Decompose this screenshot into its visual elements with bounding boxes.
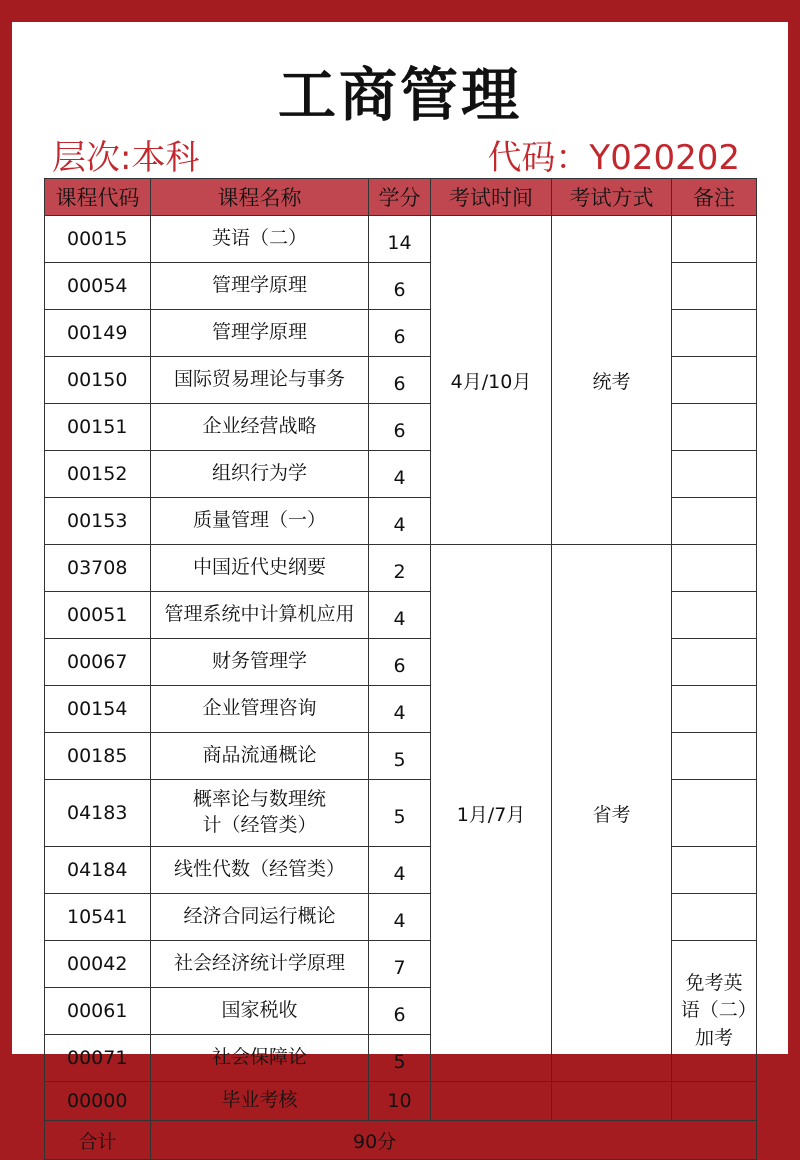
note-cell [672,592,757,639]
course-credit: 4 [369,894,431,941]
course-name: 经济合同运行概论 [151,894,369,941]
course-code: 00015 [45,216,151,263]
exam-method-group1: 统考 [552,216,672,545]
exam-time-empty [431,1082,552,1121]
table-row [45,1082,757,1121]
course-code: 04183 [45,780,151,847]
note-cell [672,404,757,451]
course-credit: 14 [369,216,431,263]
course-code: 10541 [45,894,151,941]
course-name: 英语（二） [151,216,369,263]
note-cell [672,357,757,404]
course-credit: 6 [369,404,431,451]
header-note: 备注 [672,179,757,216]
header-exam-time: 考试时间 [431,179,552,216]
total-value: 90分 [151,1121,757,1160]
note-cell [672,451,757,498]
course-credit: 4 [369,592,431,639]
exam-time-group2: 1月/7月 [431,545,552,1082]
course-code: 00152 [45,451,151,498]
page [12,22,788,1153]
course-name: 概率论与数理统计（经管类） [151,780,369,847]
course-credit: 4 [369,686,431,733]
course-name: 线性代数（经管类） [151,847,369,894]
course-credit: 2 [369,545,431,592]
course-name: 国家税收 [151,988,369,1035]
course-name: 社会保障论 [151,1035,369,1082]
course-code: 00149 [45,310,151,357]
course-credit: 5 [369,780,431,847]
course-name: 企业管理咨询 [151,686,369,733]
course-name: 企业经营战略 [151,404,369,451]
course-table [44,178,757,1160]
total-label: 合计 [45,1121,151,1160]
course-name: 质量管理（一） [151,498,369,545]
major-code-label: 代码：Y020202 [487,138,740,178]
note-cell [672,780,757,847]
course-name: 中国近代史纲要 [151,545,369,592]
course-credit: 5 [369,733,431,780]
course-credit: 7 [369,941,431,988]
note-cell [672,894,757,941]
course-credit: 6 [369,357,431,404]
header-name: 课程名称 [151,179,369,216]
course-code: 00154 [45,686,151,733]
table-header-row [45,179,757,216]
course-name: 管理学原理 [151,263,369,310]
course-code: 00061 [45,988,151,1035]
total-row [45,1121,757,1160]
course-code: 00000 [45,1082,151,1121]
course-name: 组织行为学 [151,451,369,498]
course-credit: 4 [369,498,431,545]
course-name: 国际贸易理论与事务 [151,357,369,404]
note-cell [672,263,757,310]
course-credit: 6 [369,988,431,1035]
note-cell [672,686,757,733]
note-cell [672,310,757,357]
course-name: 管理学原理 [151,310,369,357]
exam-method-empty [552,1082,672,1121]
table-row [45,545,757,592]
note-cell [672,733,757,780]
course-code: 00151 [45,404,151,451]
header-code: 课程代码 [45,179,151,216]
course-code: 04184 [45,847,151,894]
course-code: 00067 [45,639,151,686]
course-code: 00051 [45,592,151,639]
note-cell [672,498,757,545]
course-name: 商品流通概论 [151,733,369,780]
course-credit: 6 [369,263,431,310]
course-credit: 6 [369,639,431,686]
course-code: 00185 [45,733,151,780]
course-credit: 10 [369,1082,431,1121]
course-credit: 4 [369,847,431,894]
course-name: 财务管理学 [151,639,369,686]
header-exam-method: 考试方式 [552,179,672,216]
course-code: 00153 [45,498,151,545]
course-code: 00042 [45,941,151,988]
level-label: 层次:本科 [52,138,200,178]
header-credit: 学分 [369,179,431,216]
course-code: 00150 [45,357,151,404]
note-cell [672,1082,757,1121]
course-credit: 6 [369,310,431,357]
course-credit: 5 [369,1035,431,1082]
exam-method-group2: 省考 [552,545,672,1082]
course-code: 03708 [45,545,151,592]
course-credit: 4 [369,451,431,498]
course-name: 毕业考核 [151,1082,369,1121]
page-title: 工商管理 [277,61,522,129]
exam-time-group1: 4月/10月 [431,216,552,545]
note-cell [672,847,757,894]
note-exempt: 免考英语（二）加考 [672,941,757,1082]
course-name: 社会经济统计学原理 [151,941,369,988]
course-code: 00071 [45,1035,151,1082]
course-name: 管理系统中计算机应用 [151,592,369,639]
note-cell [672,639,757,686]
note-cell [672,545,757,592]
course-code: 00054 [45,263,151,310]
table-row [45,216,757,263]
note-cell [672,216,757,263]
